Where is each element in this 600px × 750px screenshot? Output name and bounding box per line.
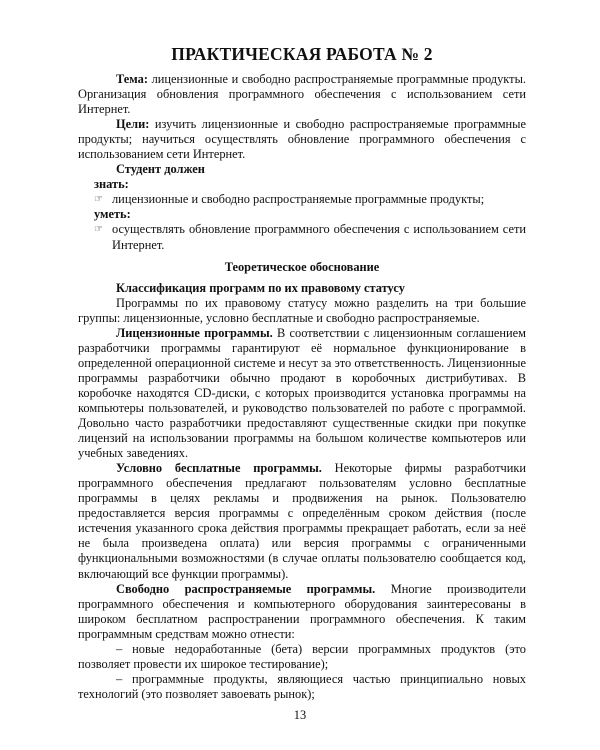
student-must-heading: Студент должен (116, 162, 205, 177)
classification-paragraph: Программы по их правовому статусу можно разделить на три большие группы: лицензионные, условно бесплатные и свободно распространяемые. (78, 295, 526, 325)
licensed-paragraph (78, 326, 526, 461)
free-text: Многие производители программного обеспечения и компьютерного оборудования заинтересованы в широком бесплатном распространении программного обеспечения. К таким программным средствам можно отнести: (78, 581, 526, 641)
list-item: – программные продукты, являющиеся частью принципиально новых технологий (это позволяет завоевать рынок); (78, 671, 526, 701)
topic-text: лицензионные и свободно распространяемые программные продукты. Организация обновления программного обеспечения с использованием сети Интернет. (78, 72, 526, 117)
licensed-text: В соответствии с лицензионным соглашением разработчики программы гарантируют её нормальное функционирование в определенной операционной системе и несут за это ответственность. Лицензионные программы разработчики обычно продают в коробочных дистрибутивах. В коробочке находятся CD-диски, с которых производится установка программы на компьютеры пользователей, и руководство пользователей по работе с программой. Довольно часто разработчики предоставляют существенные скидки при покупке лицензий на использовании программы на большом количестве компьютеров или учебных заведениях. (78, 325, 526, 461)
hand-pointer-icon: ☞ (94, 194, 103, 206)
classification-heading: Классификация программ по их правовому статусу (116, 280, 405, 295)
hand-pointer-icon: ☞ (94, 224, 103, 236)
list-item: – новые недоработанные (бета) версии программных продуктов (это позволяет провести их широкое тестирование); (78, 641, 526, 671)
page-number: 13 (293, 708, 307, 722)
topic-label: Тема: (116, 72, 148, 86)
shareware-text: Некоторые фирмы разработчики программного обеспечения предлагают пользователям условно бесплатные программы в целях рекламы и продвижения на рынок. Пользователю предоставляется версия программы с определённым сроком действия (после истечения указанного срока действия программы прекращает работать, если за неё не была произведена оплата) или версия программы с ограниченными функциональными возможностями (в случае оплаты пользователю сообщается код, включающий все функции программы). (78, 461, 526, 581)
know-label: знать: (94, 177, 129, 192)
theory-heading: Теоретическое обоснование (224, 259, 380, 274)
goals-text: изучить лицензионные и свободно распространяемые программные продукты; научиться осуществлять обновление программного обеспечения с использованием сети Интернет. (78, 117, 526, 162)
document-body (78, 72, 526, 702)
able-item (78, 222, 526, 252)
know-item (78, 192, 526, 207)
free-paragraph (78, 582, 526, 642)
shareware-paragraph (78, 461, 526, 581)
able-item-text: осуществлять обновление программного обеспечения с использованием сети Интернет. (112, 222, 526, 252)
free-label: Свободно распространяемые программы. (116, 581, 376, 596)
shareware-label: Условно бесплатные программы. (116, 461, 322, 476)
goals-paragraph (78, 117, 526, 162)
goals-label: Цели: (116, 117, 150, 132)
licensed-label: Лицензионные программы. (116, 325, 273, 340)
page-title: ПРАКТИЧЕСКАЯ РАБОТА № 2 (171, 44, 433, 64)
know-item-text: лицензионные и свободно распространяемые программные продукты; (112, 192, 485, 207)
able-label: уметь: (94, 207, 131, 222)
topic-paragraph (78, 72, 526, 117)
